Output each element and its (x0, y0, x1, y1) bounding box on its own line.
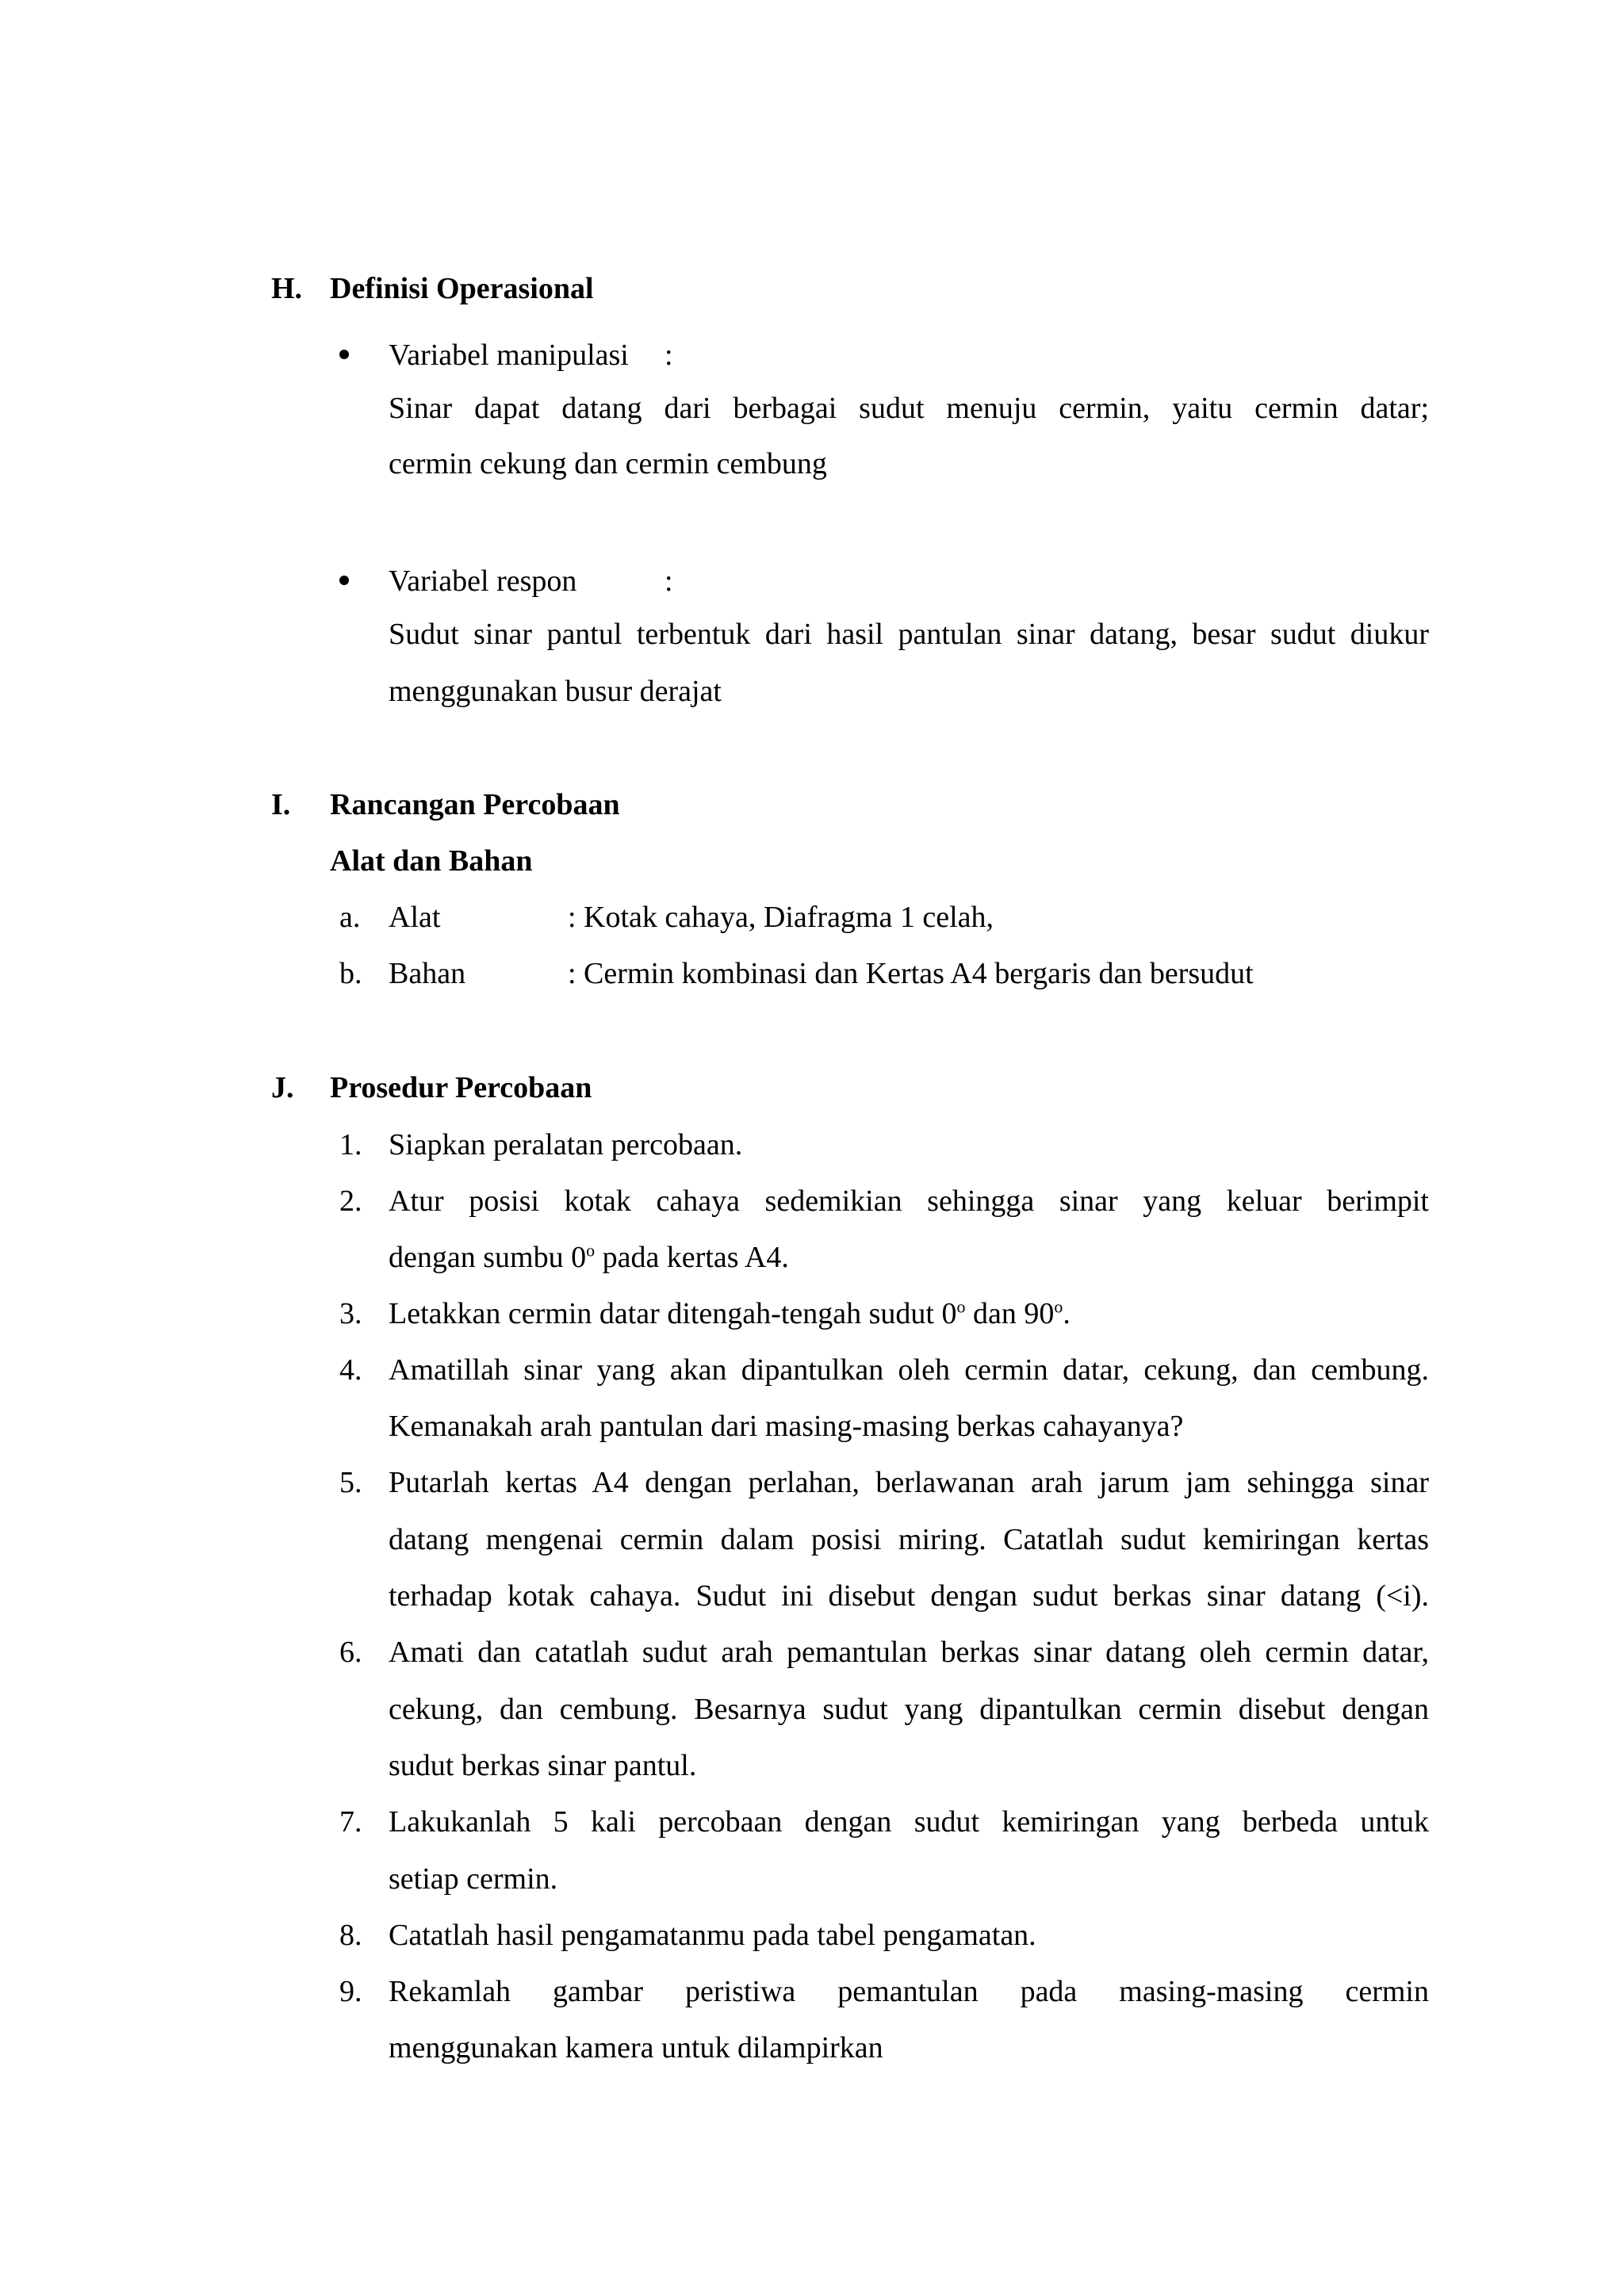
variable-colon: : (665, 564, 673, 598)
step-text-line: setiap cermin. (389, 1862, 558, 1896)
section-i-title: Rancangan Percobaan (330, 788, 620, 821)
material-label: Alat (389, 901, 441, 934)
step-text-line: Amati dan catatlah sudut arah pemantulan berkas sinar datang oleh cermin datar, (389, 1636, 1429, 1669)
step-number: 9. (339, 1975, 362, 2008)
variable-description-line: Sinar dapat datang dari berbagai sudut menuju cermin, yaitu cermin datar; (389, 392, 1429, 425)
step-number: 6. (339, 1636, 362, 1669)
list-marker: a. (339, 901, 361, 934)
step-number: 8. (339, 1919, 362, 1952)
step-text-line: Lakukanlah 5 kali percobaan dengan sudut kemiringan yang berbeda untuk (389, 1805, 1429, 1839)
step-number: 7. (339, 1805, 362, 1839)
variable-label: Variabel respon (389, 564, 577, 598)
variable-description-line: Sudut sinar pantul terbentuk dari hasil pantulan sinar datang, besar sudut diukur (389, 618, 1429, 651)
variable-description-line: menggunakan busur derajat (389, 675, 722, 708)
step-text-line: Siapkan peralatan percobaan. (389, 1128, 743, 1161)
variable-description-line: cermin cekung dan cermin cembung (389, 447, 827, 480)
list-marker: b. (339, 957, 362, 990)
step-number: 3. (339, 1297, 362, 1330)
section-j-title: Prosedur Percobaan (330, 1071, 592, 1104)
step-text-line: Rekamlah gambar peristiwa pemantulan pada masing-masing cermin (389, 1975, 1429, 2008)
material-label: Bahan (389, 957, 466, 990)
step-text-line: menggunakan kamera untuk dilampirkan (389, 2031, 883, 2064)
step-text-line: sudut berkas sinar pantul. (389, 1749, 697, 1782)
step-text-line: Kemanakah arah pantulan dari masing-masing berkas cahayanya? (389, 1410, 1184, 1443)
bullet-icon (339, 350, 349, 359)
section-i-letter: I. (271, 788, 291, 821)
step-text-line: Amatillah sinar yang akan dipantulkan oleh cermin datar, cekung, dan cembung. (389, 1353, 1429, 1387)
step-number: 5. (339, 1466, 362, 1499)
section-i-subtitle: Alat dan Bahan (330, 844, 533, 878)
bullet-icon (339, 576, 349, 585)
step-text-line: terhadap kotak cahaya. Sudut ini disebut dengan sudut berkas sinar datang (<i). (389, 1579, 1429, 1613)
step-text-line: Catatlah hasil pengamatanmu pada tabel pengamatan. (389, 1919, 1036, 1952)
step-text-line: Putarlah kertas A4 dengan perlahan, berlawanan arah jarum jam sehingga sinar (389, 1466, 1429, 1499)
step-number: 4. (339, 1353, 362, 1387)
variable-label: Variabel manipulasi (389, 339, 629, 372)
section-j-letter: J. (271, 1071, 294, 1104)
step-text-line: Letakkan cermin datar ditengah-tengah sudut 0$^o$ dan 90$^o$. (389, 1296, 1071, 1330)
material-value: : Kotak cahaya, Diafragma 1 celah, (568, 901, 994, 934)
step-text-line: dengan sumbu 0$^o$ pada kertas A4. (389, 1240, 789, 1274)
step-number: 2. (339, 1184, 362, 1218)
step-number: 1. (339, 1128, 362, 1161)
section-h-letter: H. (271, 272, 303, 305)
variable-colon: : (665, 339, 673, 372)
step-text-line: Atur posisi kotak cahaya sedemikian sehingga sinar yang keluar berimpit (389, 1184, 1429, 1218)
material-value: : Cermin kombinasi dan Kertas A4 bergaris dan bersudut (568, 957, 1254, 990)
step-text-line: cekung, dan cembung. Besarnya sudut yang dipantulkan cermin disebut dengan (389, 1693, 1429, 1726)
step-text-line: datang mengenai cermin dalam posisi miring. Catatlah sudut kemiringan kertas (389, 1523, 1429, 1556)
section-h-title: Definisi Operasional (330, 272, 594, 305)
